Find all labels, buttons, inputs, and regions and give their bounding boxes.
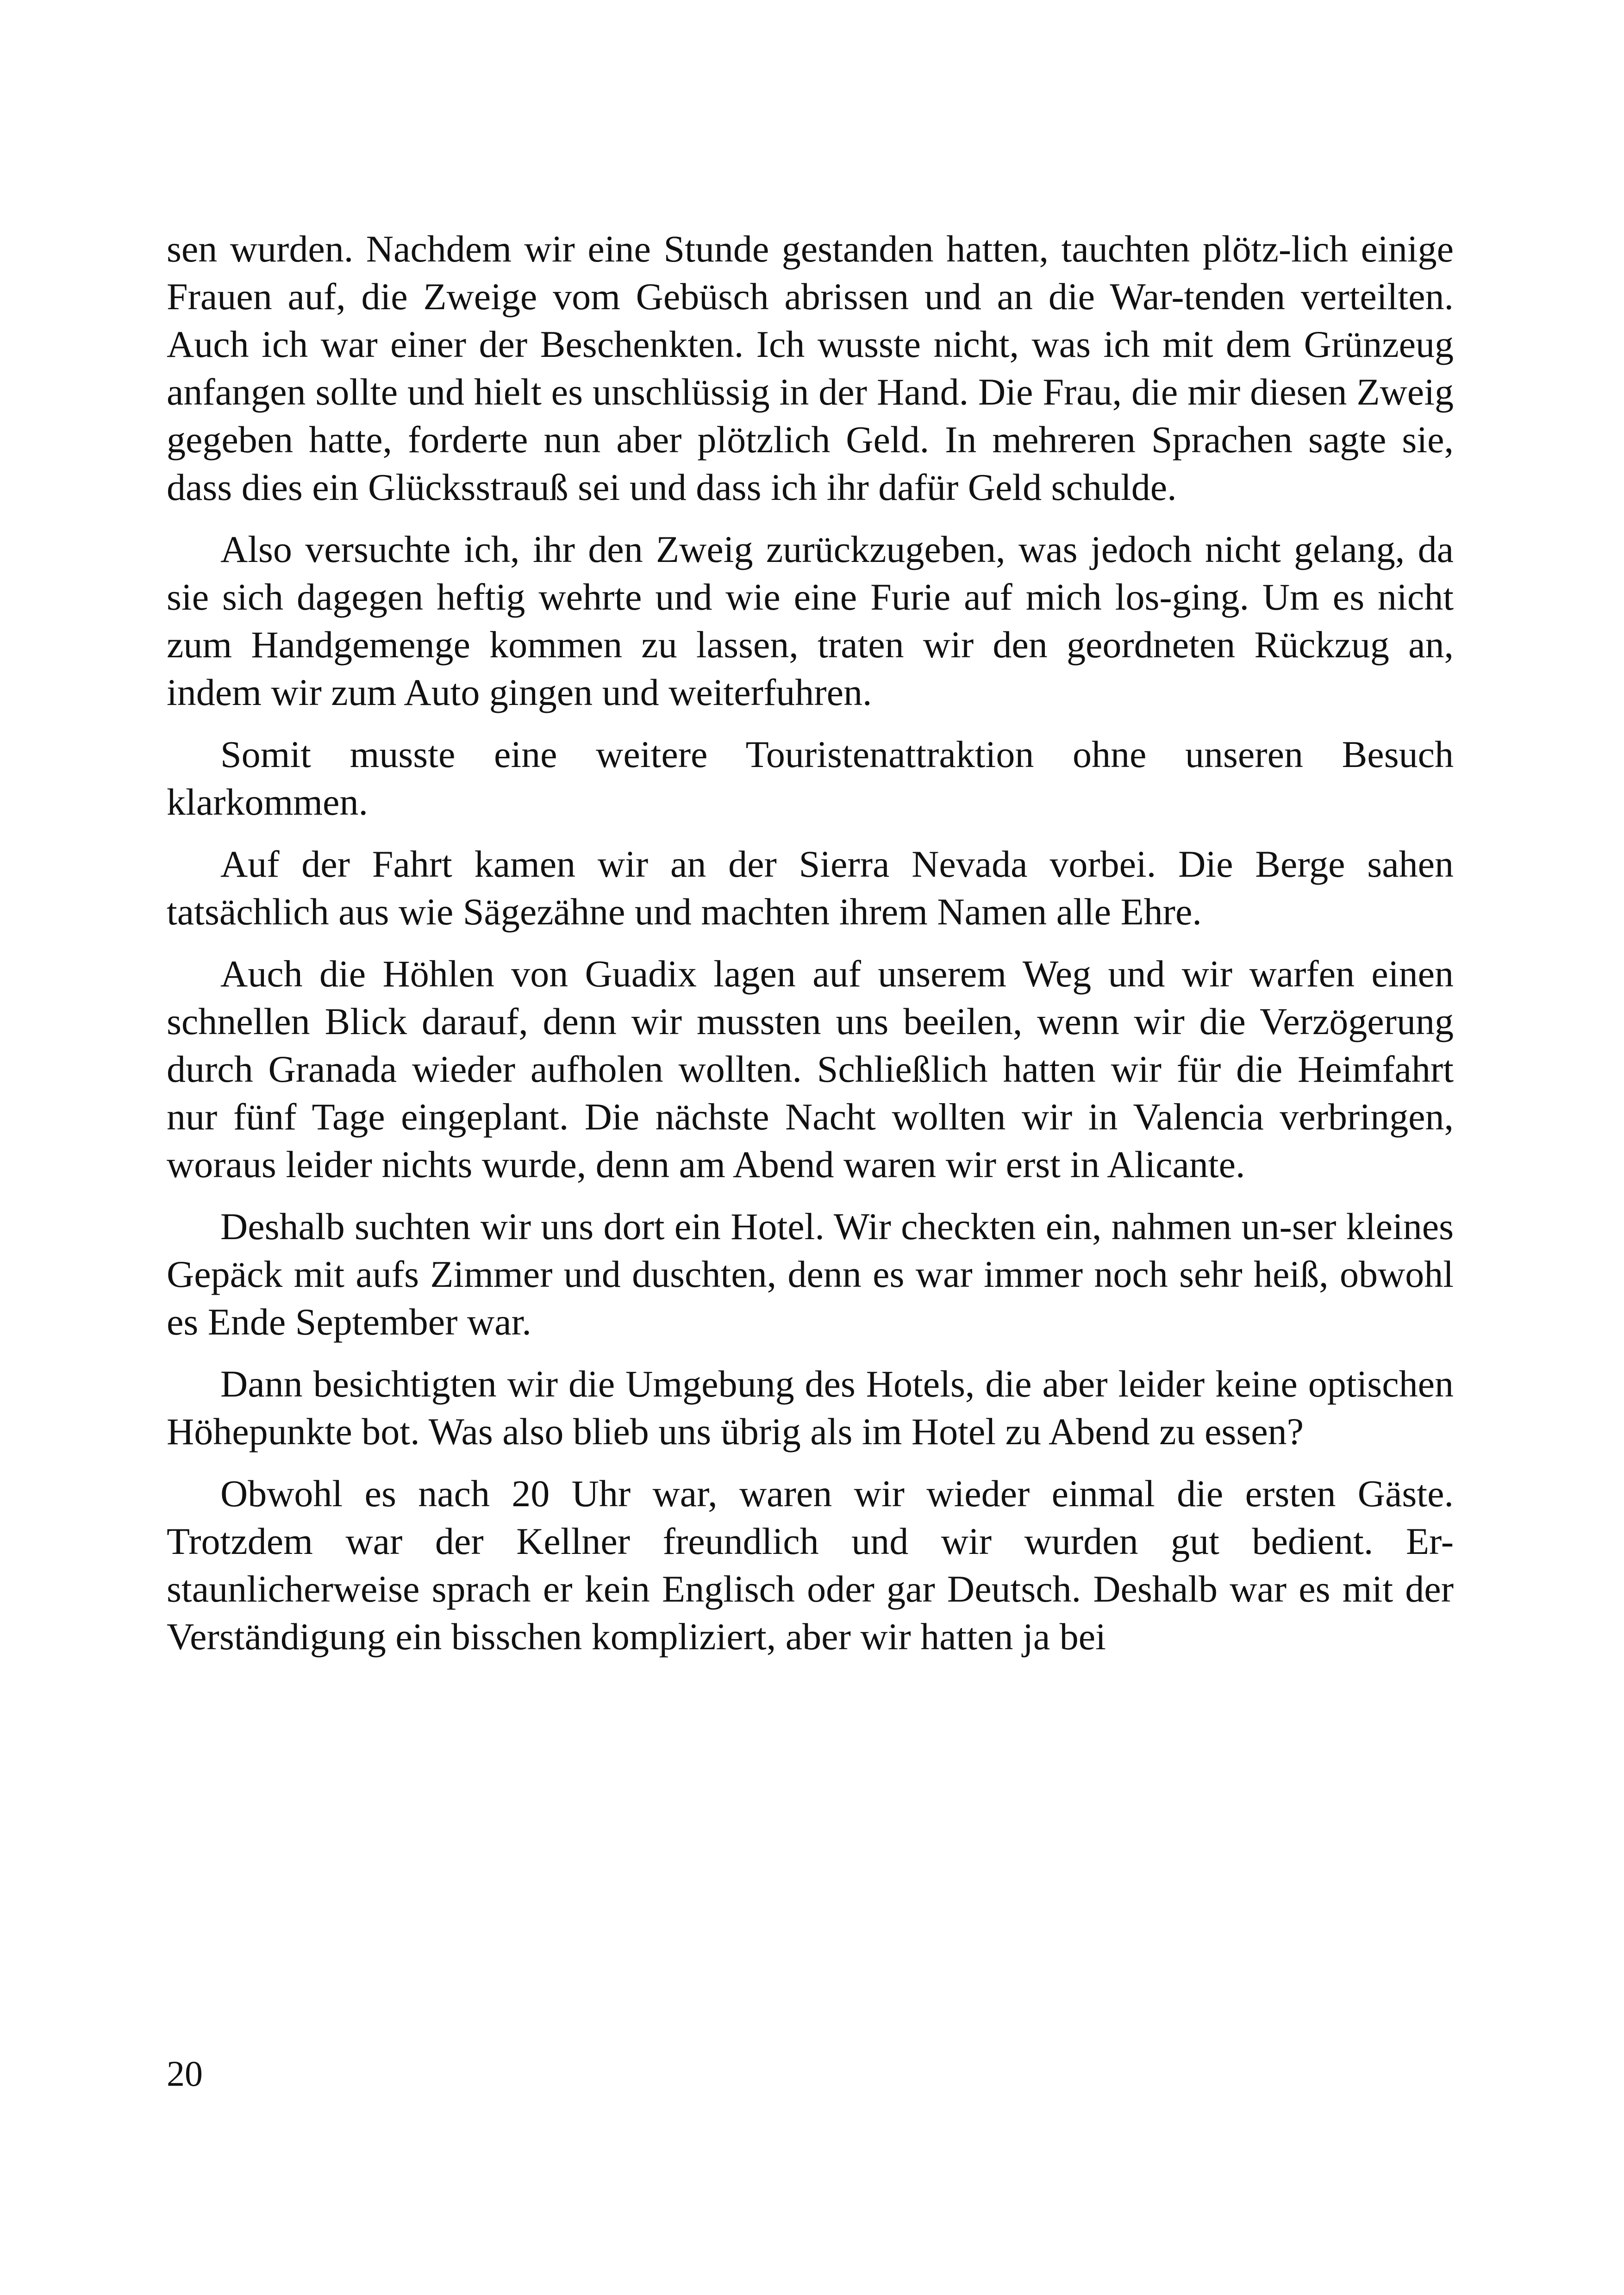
paragraph: Dann besichtigten wir die Umgebung des Hotels, die aber leider keine optischen Höhepunkte bot. Was also blieb uns übrig als im Hotel zu Abend zu essen? (167, 1363, 1454, 1453)
paragraph: Obwohl es nach 20 Uhr war, waren wir wieder einmal die ersten Gäste. Trotzdem war der Kellner freundlich und wir wurden gut bedient. Er-staunlicherweise sprach er kein Englisch oder gar Deutsch. Deshalb war es mit der Verständigung ein bisschen kompliziert, aber wir hatten ja bei (167, 1472, 1454, 1658)
paragraph: Auf der Fahrt kamen wir an der Sierra Nevada vorbei. Die Berge sahen tatsächlich aus wie Sägezähne und machten ihrem Namen alle Ehre. (167, 843, 1454, 933)
page-number: 20 (167, 2053, 203, 2094)
paragraph: Deshalb suchten wir uns dort ein Hotel. Wir checkten ein, nahmen un-ser kleines Gepäck mit aufs Zimmer und duschten, denn es war immer noch sehr heiß, obwohl es Ende September war. (167, 1205, 1454, 1343)
paragraph: Auch die Höhlen von Guadix lagen auf unserem Weg und wir warfen einen schnellen Blick darauf, denn wir mussten uns beeilen, wenn wir die Verzögerung durch Granada wieder aufholen wollten. Schließlich hatten wir für die Heimfahrt nur fünf Tage eingeplant. Die nächste Nacht wollten wir in Valencia verbringen, woraus leider nichts wurde, denn am Abend waren wir erst in Alicante. (167, 953, 1454, 1185)
body-text (167, 225, 1454, 1675)
paragraph: Also versuchte ich, ihr den Zweig zurückzugeben, was jedoch nicht gelang, da sie sich dagegen heftig wehrte und wie eine Furie auf mich los-ging. Um es nicht zum Handgemenge kommen zu lassen, traten wir den geordneten Rückzug an, indem wir zum Auto gingen und weiterfuhren. (167, 528, 1454, 713)
paragraph: sen wurden. Nachdem wir eine Stunde gestanden hatten, tauchten plötz-lich einige Frauen auf, die Zweige vom Gebüsch abrissen und an die War-tenden verteilten. Auch ich war einer der Beschenkten. Ich wusste nicht, was ich mit dem Grünzeug anfangen sollte und hielt es unschlüssig in der Hand. Die Frau, die mir diesen Zweig gegeben hatte, forderte nun aber plötzlich Geld. In mehreren Sprachen sagte sie, dass dies ein Glücksstrauß sei und dass ich ihr dafür Geld schulde. (167, 228, 1454, 508)
paragraph: Somit musste eine weitere Touristenattraktion ohne unseren Besuch klarkommen. (167, 733, 1454, 823)
